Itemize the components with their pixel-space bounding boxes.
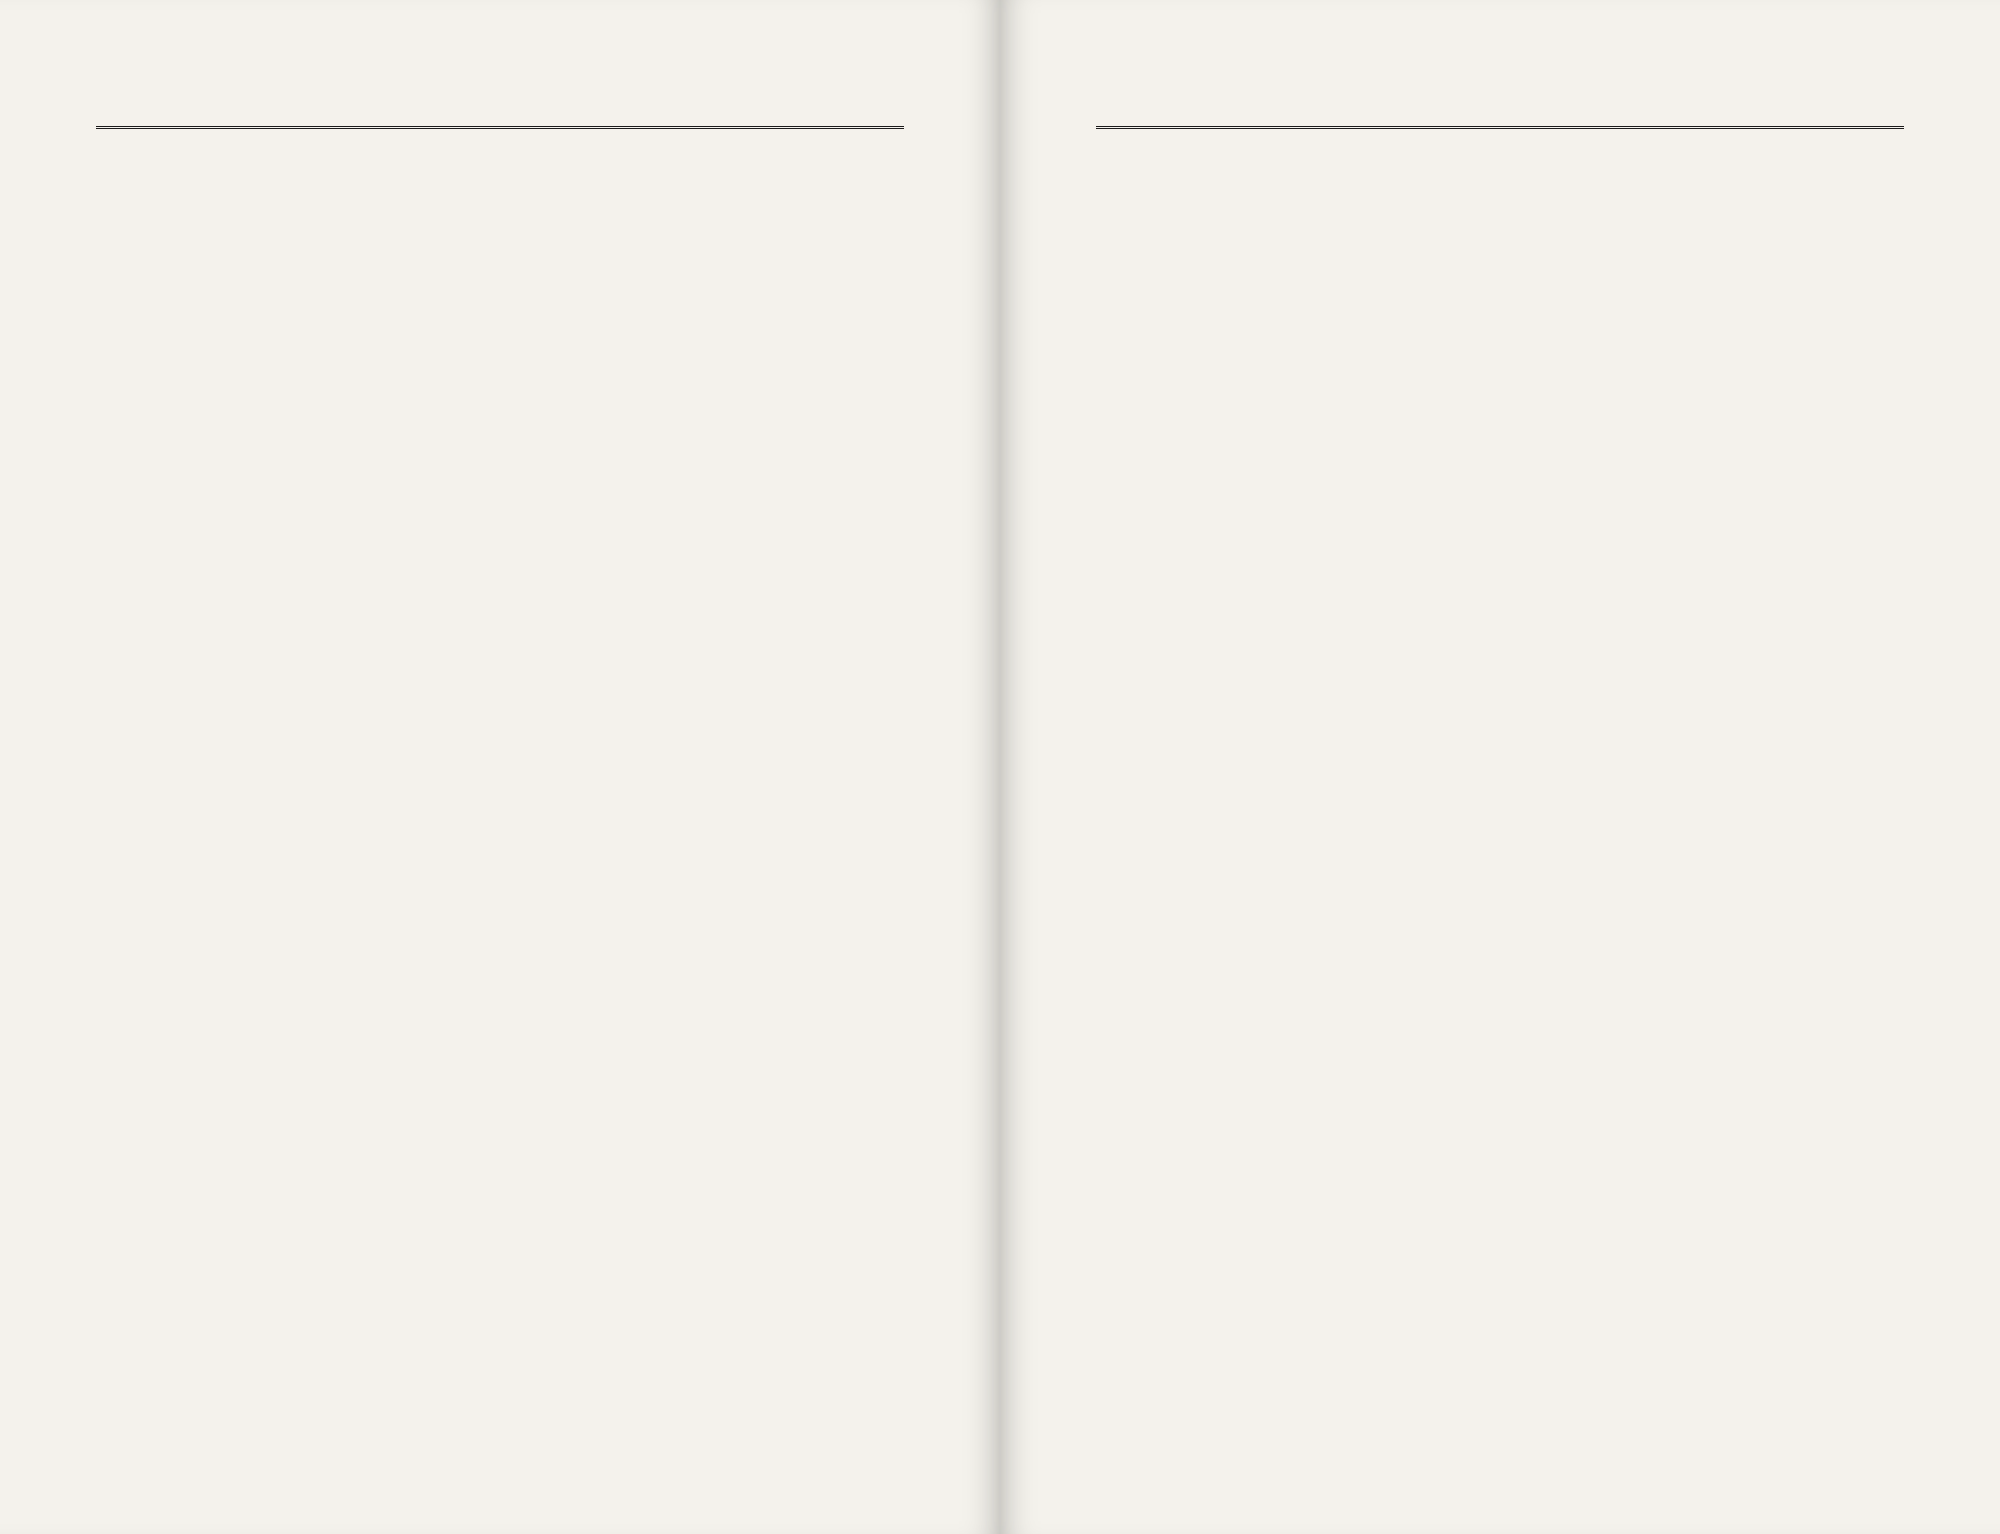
left-running-head — [96, 92, 904, 129]
right-page — [1000, 0, 2000, 1534]
right-running-head — [1096, 92, 1904, 129]
